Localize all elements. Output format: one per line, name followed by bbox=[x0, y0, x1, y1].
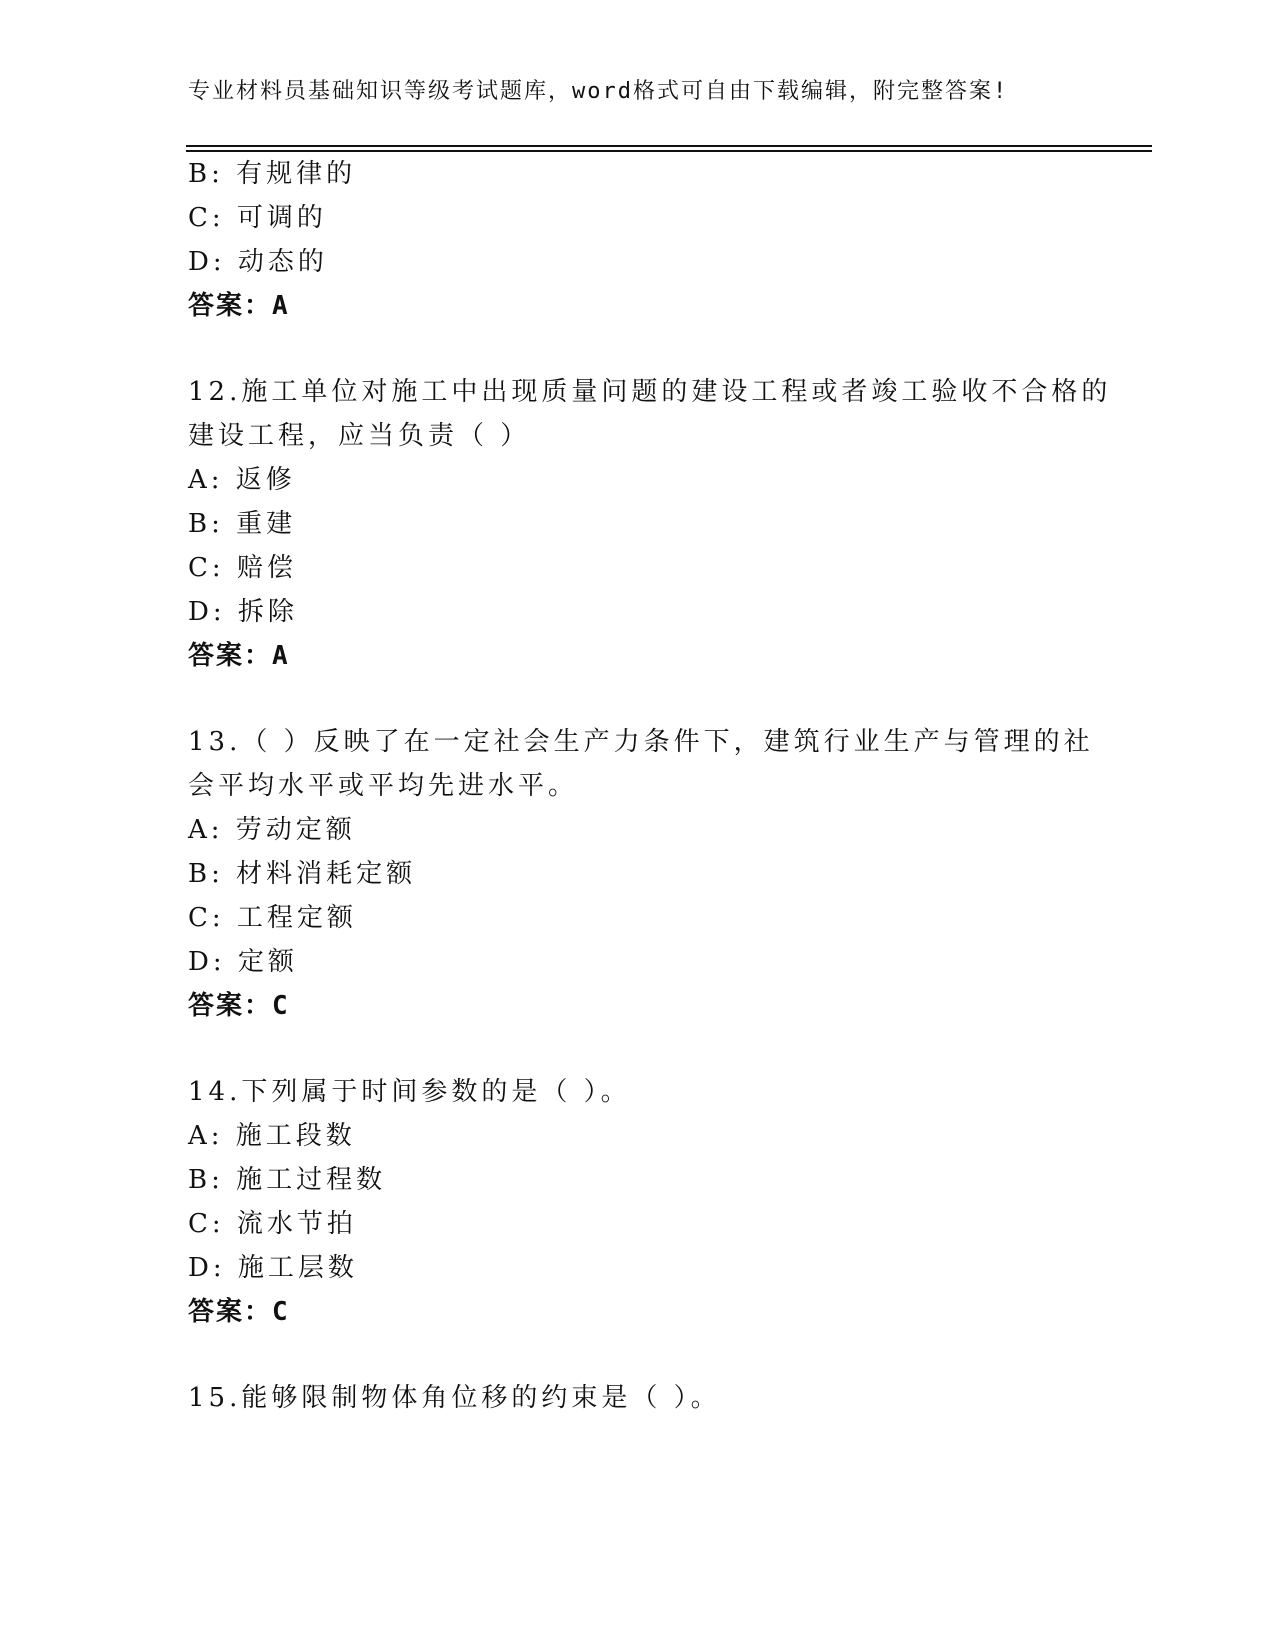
q13-option-c: C: 工程定额 bbox=[188, 903, 357, 933]
q14-stem-line1: 14.下列属于时间参数的是（ ）。 bbox=[188, 1077, 631, 1107]
q11-option-c: C: 可调的 bbox=[188, 203, 327, 233]
q11-option-b: B: 有规律的 bbox=[188, 159, 357, 189]
q13-option-a: A: 劳动定额 bbox=[188, 815, 356, 845]
q12-option-d: D: 拆除 bbox=[188, 597, 298, 627]
q14-option-a: A: 施工段数 bbox=[188, 1121, 356, 1151]
header-rule-top bbox=[186, 145, 1152, 147]
header-rule-bottom bbox=[186, 150, 1152, 152]
q12-option-a: A: 返修 bbox=[188, 465, 296, 495]
q12-stem-line1: 12.施工单位对施工中出现质量问题的建设工程或者竣工验收不合格的 bbox=[188, 377, 1112, 407]
q13-answer: 答案：C bbox=[188, 991, 290, 1021]
q12-stem-line2: 建设工程，应当负责（ ） bbox=[188, 421, 531, 451]
q13-option-d: D: 定额 bbox=[188, 947, 298, 977]
q13-stem-line2: 会平均水平或平均先进水平。 bbox=[188, 771, 579, 801]
q11-option-d: D: 动态的 bbox=[188, 247, 328, 277]
q12-option-c: C: 赔偿 bbox=[188, 553, 297, 583]
q13-option-b: B: 材料消耗定额 bbox=[188, 859, 417, 889]
q12-option-b: B: 重建 bbox=[188, 509, 297, 539]
q14-option-b: B: 施工过程数 bbox=[188, 1165, 387, 1195]
q12-answer: 答案：A bbox=[188, 641, 290, 671]
q14-option-c: C: 流水节拍 bbox=[188, 1209, 357, 1239]
q14-answer: 答案：C bbox=[188, 1297, 290, 1327]
q15-stem-line1: 15.能够限制物体角位移的约束是（ ）。 bbox=[188, 1383, 721, 1413]
q14-option-d: D: 施工层数 bbox=[188, 1253, 358, 1283]
page-header: 专业材料员基础知识等级考试题库，word格式可自由下载编辑，附完整答案! bbox=[188, 79, 1009, 104]
q11-answer: 答案：A bbox=[188, 291, 290, 321]
q13-stem-line1: 13.（ ）反映了在一定社会生产力条件下，建筑行业生产与管理的社 bbox=[188, 727, 1094, 757]
